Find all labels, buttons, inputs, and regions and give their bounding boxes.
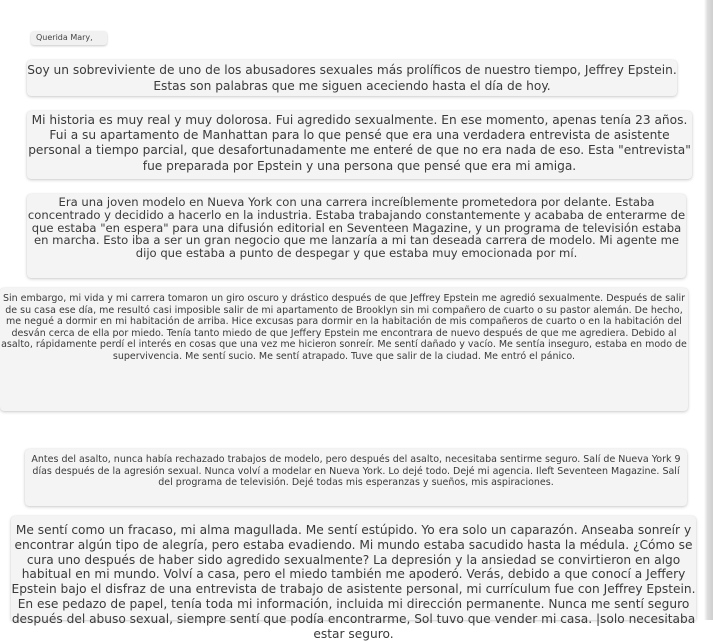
paragraph-1 bbox=[27, 60, 677, 96]
paragraph-2 bbox=[27, 111, 692, 179]
paragraph-6 bbox=[11, 516, 696, 641]
paragraph-2-text: Mi historia es muy real y muy dolorosa. Fui agredido sexualmente. En ese momento, apenas tenía 23 años. Fui a su apartamento de Manhattan para lo que pensé que era una verdadera entrevista de asistente personal a tiempo parcial, que desafortunadamente me enteré de que no era nada de eso. Esta "entrevista" fue preparada por Epstein y una persona que pensé que era mi amiga. bbox=[28, 113, 691, 173]
paragraph-6-text: Me sentí como un fracaso, mi alma magullada. Me sentí estúpido. Yo era solo un caparazón. Anseaba sonreír y encontrar algún tipo de alegría, pero estaba evadiendo. Mi mundo estaba sacudido hasta la médula. ¿Cómo se cura uno después de haber sido agredido sexualmente? La depresión y la ansiedad se convirtieron en algo habitual en mi mundo. Volví a casa, pero el miedo también me apoderó. Verás, debido a que conocí a Jeffery Epstein bajo el disfraz de una entrevista de trabajo de asistente personal, mi currículum fue con Jeffrey Epstein. En ese pedazo de papel, tenía toda mi información, incluida mi dirección permanente. Nunca me sentí seguro después del abuso sexual, siempre sentí que podía encontrarme, Sol tuvo que vender mi casa. |solo necesitaba estar seguro. bbox=[11, 523, 696, 641]
paragraph-3 bbox=[27, 194, 686, 278]
scroll-edge bbox=[704, 0, 713, 620]
paragraph-1-text: Soy un sobreviviente de uno de los abusadores sexuales más prolíficos de nuestro tiempo, Jeffrey Epstein. Estas son palabras que me siguen aceciendo hasta el día de hoy. bbox=[27, 63, 677, 93]
paragraph-4-text: Sin embargo, mi vida y mi carrera tomaron un giro oscuro y drástico después de que Jeffrey Epstein me agredió sexualmente. Después de salir de su casa ese día, me resultó casi imposible salir de mi apartamento de Brooklyn sin mi compañero de cuarto o su pastor alemán. De hecho, me negué a dormir en mi habitación de arriba. Hice excusas para dormir en la habitación de mis compañeros de cuarto o en la habitación del desván cerca de ella por miedo. Tenía tanto miedo de que Jeffery Epstein me encontrara de nuevo después de que me agrediera. Debido al asalto, rápidamente perdí el interés en cosas que una vez me hicieron sonreír. Me sentí dañado y vacío. Me sentía inseguro, estaba en modo de supervivencia. Me sentí sucio. Me sentí atrapado. Tuve que salir de la ciudad. Me entró el pánico. bbox=[1, 293, 687, 362]
paragraph-4 bbox=[0, 288, 688, 411]
paragraph-5-text: Antes del asalto, nunca había rechazado trabajos de modelo, pero después del asalto, necesitaba sentirme seguro. Salí de Nueva York 9 días después de la agresión sexual. Nunca volví a modelar en Nueva York. Lo dejé todo. Dejé mi agencia. Ileft Seventeen Magazine. Salí del programa de televisión. Dejé todas mis esperanzas y sueños, mis aspiraciones. bbox=[31, 454, 681, 489]
paragraph-3-text: Era una joven modelo en Nueva York con una carrera increíblemente prometedora por delante. Estaba concentrado y decidido a hacerlo en la industria. Estaba trabajando constantemente y acababa de enterarme de que estaba "en espera" para una difusión editorial en Seventeen Magazine, y un programa de televisión estaba en marcha. Esto iba a ser un gran negocio que me lanzaría a mi tan deseada carrera de modelo. Mi agente me dijo que estaba a punto de despegar y que estaba muy emocionada por mí. bbox=[27, 195, 686, 261]
paragraph-5 bbox=[25, 449, 687, 506]
greeting: Querida Mary, bbox=[31, 31, 107, 45]
